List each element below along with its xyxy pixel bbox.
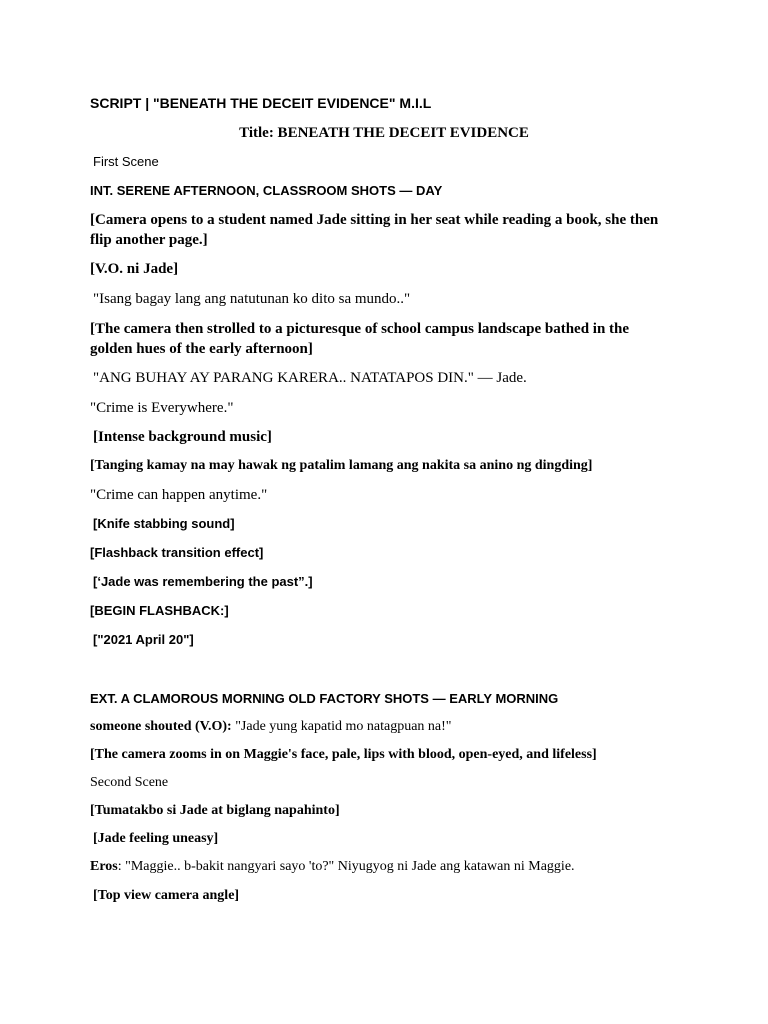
direction-tanging-kamay: [Tanging kamay na may hawak ng patalim lamang ang nakita sa anino ng dingding] xyxy=(90,458,593,473)
dialogue-isang-bagay: "Isang bagay lang ang natutunan ko dito sa mundo.." xyxy=(93,291,411,307)
direction-flashback-transition: [Flashback transition effect] xyxy=(90,545,264,560)
script-header: SCRIPT | "BENEATH THE DECEIT EVIDENCE" M.I.L xyxy=(90,95,432,111)
voice-over-jade: [V.O. ni Jade] xyxy=(90,261,179,277)
direction-date: ["2021 April 20"] xyxy=(93,632,194,647)
dialogue-eros-text: : "Maggie.. b-bakit nangyari sayo 'to?" Niyugyog ni Jade ang katawan ni Maggie. xyxy=(117,859,575,874)
scene-label-second: Second Scene xyxy=(90,775,169,790)
direction-camera-zooms: [The camera zooms in on Maggie's face, pale, lips with blood, open-eyed, and lifeless] xyxy=(90,747,597,762)
dialogue-someone-shouted-text: "Jade yung kapatid mo natagpuan na!" xyxy=(231,719,452,734)
direction-camera-opens: [Camera opens to a student named Jade sitting in her seat while reading a book, she then flip another page.] xyxy=(90,212,659,248)
speaker-eros: Eros xyxy=(90,859,118,874)
direction-begin-flashback: [BEGIN FLASHBACK:] xyxy=(90,603,229,618)
direction-knife-sound: [Knife stabbing sound] xyxy=(93,516,235,531)
dialogue-eros xyxy=(90,857,668,877)
direction-intense-music: [Intense background music] xyxy=(93,429,272,445)
speaker-someone-shouted: someone shouted (V.O): xyxy=(90,719,232,734)
direction-jade-uneasy: [Jade feeling uneasy] xyxy=(93,831,219,846)
document-title: Title: BENEATH THE DECEIT EVIDENCE xyxy=(239,125,529,141)
dialogue-crime-everywhere: "Crime is Everywhere." xyxy=(90,400,234,416)
scene-heading-1: INT. SERENE AFTERNOON, CLASSROOM SHOTS — DAY xyxy=(90,183,443,198)
direction-top-view: [Top view camera angle] xyxy=(93,888,240,903)
scene-label-first: First Scene xyxy=(93,154,159,169)
dialogue-ang-buhay: "ANG BUHAY AY PARANG KARERA.. NATATAPOS DIN." — Jade. xyxy=(93,370,527,386)
dialogue-crime-anytime: "Crime can happen anytime." xyxy=(90,487,268,503)
direction-camera-strolled: [The camera then strolled to a picturesque of school campus landscape bathed in the golden hues of the early afternoon] xyxy=(90,321,630,357)
scene-heading-2: EXT. A CLAMOROUS MORNING OLD FACTORY SHOTS — EARLY MORNING xyxy=(90,691,559,706)
direction-tumatakbo: [Tumatakbo si Jade at biglang napahinto] xyxy=(90,803,340,818)
direction-jade-remembering: [‘Jade was remembering the past”.] xyxy=(93,574,313,589)
dialogue-someone-shouted xyxy=(90,717,668,737)
